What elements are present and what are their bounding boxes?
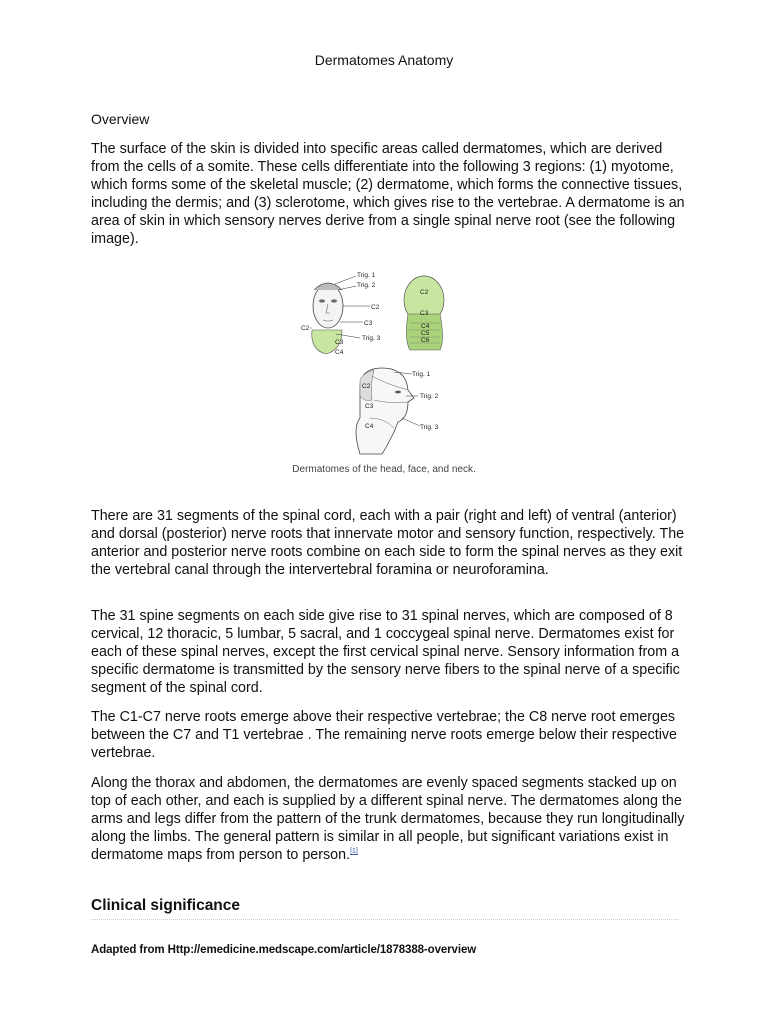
dermatome-figure bbox=[290, 268, 480, 458]
label-c3-front-neck: C3 bbox=[335, 339, 344, 346]
label-c3-side: C3 bbox=[365, 403, 374, 410]
dermatome-illustration bbox=[290, 268, 480, 458]
label-c3-back: C3 bbox=[420, 310, 429, 317]
side-head-drawing bbox=[356, 368, 439, 454]
label-c5-back: C5 bbox=[421, 330, 430, 337]
label-trig3-front: Trig. 3 bbox=[362, 335, 381, 342]
label-trig1-front: Trig. 1 bbox=[357, 272, 376, 279]
label-c3-front-right: C3 bbox=[364, 320, 373, 327]
label-trig3-side: Trig. 3 bbox=[420, 424, 439, 431]
source-attribution: Adapted from Http://emedicine.medscape.com/article/1878388-overview bbox=[91, 944, 477, 956]
section-divider bbox=[91, 919, 678, 920]
label-c4-side: C4 bbox=[365, 423, 374, 430]
paragraph-thorax-text: Along the thorax and abdomen, the dermatomes are evenly spaced segments stacked up on top of each other, and each is supplied by a different spinal nerve. The dermatomes along the arms and legs differ from the pattern of the trunk dermatomes, because they run longitudinally along the limbs. The general pattern is similar in all people, but significant variations exist in dermatome maps from person to person. bbox=[91, 775, 685, 863]
figure-caption: Dermatomes of the head, face, and neck. bbox=[292, 464, 476, 475]
paragraph-thorax-abdomen bbox=[91, 774, 686, 864]
label-trig1-side: Trig. 1 bbox=[412, 371, 431, 378]
back-head-drawing bbox=[404, 276, 444, 350]
front-face-drawing bbox=[301, 272, 381, 356]
label-c4-front-neck: C4 bbox=[335, 349, 344, 356]
label-trig2-side: Trig. 2 bbox=[420, 393, 439, 400]
label-c2-front-right: C2 bbox=[371, 304, 380, 311]
label-c4-back: C4 bbox=[421, 323, 430, 330]
label-c6-back: C6 bbox=[421, 337, 430, 344]
page-title: Dermatomes Anatomy bbox=[314, 52, 454, 68]
paragraph-intro: The surface of the skin is divided into specific areas called dermatomes, which are derived from the cells of a somite. These cells differentiate into the following 3 regions: (1) myotome, which forms some of the skeletal muscle; (2) dermatome, which forms the connective tissues, including the dermis; and (3) sclerotome, which gives rise to the vertebrae. A dermatome is an area of skin in which sensory nerves derive from a single spinal nerve root (see the following image). bbox=[91, 141, 685, 247]
footnote-link[interactable]: [1] bbox=[350, 848, 358, 856]
overview-heading: Overview bbox=[91, 111, 150, 127]
paragraph-spinal-nerves: The 31 spine segments on each side give rise to 31 spinal nerves, which are composed of 8 cervical, 12 thoracic, 5 lumbar, 5 sacral, and 1 coccygeal spinal nerve. Dermatomes exist for each of these spinal nerves, except the first cervical spinal nerve. Sensory information from a specific dermatome is transmitted by the sensory nerve fibers to the spinal nerve of a specific segment of the spinal cord. bbox=[91, 608, 680, 696]
paragraph-nerve-roots: The C1-C7 nerve roots emerge above their respective vertebrae; the C8 nerve root emerges between the C7 and T1 vertebrae . The remaining nerve roots emerge below their respective vertebrae. bbox=[91, 709, 677, 761]
paragraph-spinal-segments: There are 31 segments of the spinal cord, each with a pair (right and left) of ventral (anterior) and dorsal (posterior) nerve roots that innervate motor and sensory function, respectively. The anterior and posterior nerve roots combine on each side to form the spinal nerves as they exit the vertebral canal through the intervertebral foramina or neuroforamina. bbox=[91, 508, 685, 578]
label-trig2-front: Trig. 2 bbox=[357, 282, 376, 289]
label-c2-side: C2 bbox=[362, 383, 371, 390]
clinical-significance-heading: Clinical significance bbox=[91, 897, 241, 914]
label-c2-back: C2 bbox=[420, 289, 429, 296]
label-c2-front-left: C2 bbox=[301, 325, 310, 332]
